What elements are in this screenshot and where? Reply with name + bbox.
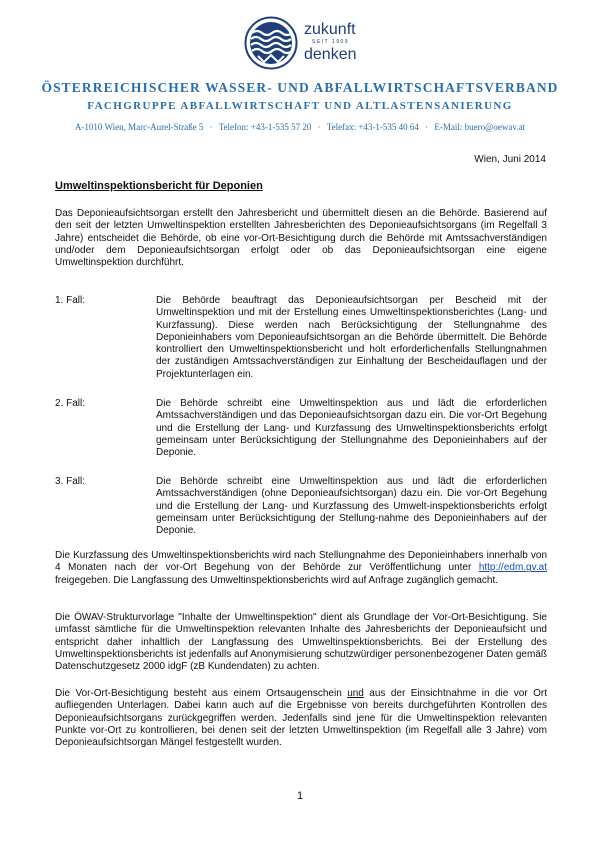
vor-ort-underlined-und: und	[347, 688, 364, 699]
organization-name: ÖSTERREICHISCHER WASSER- UND ABFALLWIRTSCHAFTSVERBAND	[41, 80, 559, 95]
contact-separator: ·	[209, 122, 213, 132]
kurzfassung-text-before: Die Kurzfassung des Umweltinspektionsberichts wird nach Stellungnahme des Deponieinhabers innerhalb von 4 Monaten nach der vor-Ort Begehung von der Behörde zur Veröffentlichung unter	[55, 550, 547, 574]
contact-address: A-1010 Wien, Marc-Aurel-Straße 5	[74, 122, 204, 132]
logo-seit-1909: SEIT 1909	[312, 39, 350, 45]
contact-separator: ·	[317, 122, 321, 132]
logo-wordmark	[304, 21, 357, 64]
case-label: 3. Fall:	[55, 476, 86, 487]
contact-phone: Telefon: +43-1-535 57 20	[218, 122, 312, 132]
document-date: Wien, Juni 2014	[474, 154, 546, 165]
vor-ort-text-after: aus der Einsichtnahme in die vor Ort aufliegenden Unterlagen. Dabei kann auch auf die Ergebnisse von bereits durchgeführten Kontrollen des Deponieaufsichtsorgans zurückgegriffen werden. Jedenfalls sind jene für die Umweltinspektion relevanten Punkte vor-Ort zu kontrollieren, bei denen seit der letzten Umweltinspektion (im Regelfall alle 3 Jahre) vom Deponieaufsichtsorgan Mängel festgestellt wurden.	[55, 688, 547, 749]
contact-email[interactable]: E-Mail: buero@oewav.at	[434, 122, 526, 132]
vor-ort-paragraph	[55, 688, 547, 749]
water-waste-emblem-icon	[244, 16, 298, 70]
kurzfassung-paragraph	[55, 550, 547, 587]
logo	[244, 16, 364, 70]
organization-group: FACHGRUPPE ABFALLWIRTSCHAFT UND ALTLASTENSANIERUNG	[87, 100, 513, 112]
contact-separator: ·	[425, 122, 429, 132]
intro-paragraph: Das Deponieaufsichtsorgan erstellt den Jahresbericht und übermittelt diesen an die Behörde. Basierend auf den seit der letzten Umweltinspektion erstellten Jahresberichten des Deponieaufsichtsorgans (im Regelfall 3 Jahre) entscheidet die Behörde, ob eine vor-Ort-Besichtigung durch die Behörde mit Amtssachverständigen und/oder dem Deponieaufsichtsorgan erfolgt oder ob das Deponieaufsichtsorgan eine eigene Umweltinspektion durchführt.	[55, 208, 547, 269]
case-text: Die Behörde beauftragt das Deponieaufsichtsorgan per Bescheid mit der Umweltinspektion und mit der Erstellung eines Umweltinspektionsberichtes (Lang- und Kurzfassung). Diese werden nach Berücksichtigung der Stellungnahme des Deponieinhabers vom Deponieaufsichtsorgan an die Behörde übermittelt. Die Behörde kontrolliert den Umweltinspektionsbericht und holt erforderlichenfalls Stellungnahmen der zuständigen Amtssachverständigen zur Einhaltung der Bescheidauflagen und der Projektunterlagen ein.	[156, 295, 547, 380]
vor-ort-text-before: Die Vor-Ort-Besichtigung besteht aus einem Ortsaugenschein	[55, 688, 348, 699]
edm-link[interactable]: http://edm.gv.at	[478, 562, 547, 574]
case-label: 1. Fall:	[55, 295, 86, 306]
oewav-template-paragraph: Die ÖWAV-Strukturvorlage "Inhalte der Umweltinspektion" dient als Grundlage der Vor-Ort-Besichtigung. Sie umfasst sämtliche für die Umweltinspektion relevanten Inhalte des Jahresberichts der Deponieaufsicht und entspricht daher inhaltlich der Langfassung des Umweltinspektionsberichts. Bei der Erstellung des Umweltinspektionsberichts ist jedenfalls auf Anonymisierung schutzwürdiger personenbezogener Daten gemäß Datenschutzgesetz 2000 idgF (zB Kundendaten) zu achten.	[55, 612, 547, 673]
logo-line-denken: denken	[304, 46, 357, 63]
case-text: Die Behörde schreibt eine Umweltinspektion aus und lädt die erforderlichen Amtssachverständigen und das Deponieaufsichtsorgan dazu ein. Die vor-Ort Begehung und die Erstellung der Lang- und Kurzfassung des Umweltinspektionsberichts erfolgt gemeinsam unter Berücksichtigung der Stellungnahme des Deponieinhabers auf der Deponie.	[156, 398, 547, 459]
case-label: 2. Fall:	[55, 398, 86, 409]
kurzfassung-text-after: freigegeben. Die Langfassung des Umweltinspektionsberichts wird auf Anfrage zugänglich gemacht.	[55, 574, 499, 586]
document-title: Umweltinspektionsbericht für Deponien	[55, 180, 263, 192]
logo-line-zukunft: zukunft	[304, 21, 356, 38]
page-number: 1	[296, 790, 304, 802]
contact-fax: Telefax: +43-1-535 40 64	[326, 122, 419, 132]
case-text: Die Behörde schreibt eine Umweltinspektion aus und lädt die erforderlichen Amtssachverständigen (ohne Deponieaufsichtsorgan) dazu ein. Die vor-Ort Begehung und die Erstellung der Lang- und Kurzfassung des Umwelt-inspektionsberichts erfolgt gemeinsam unter Berücksichtigung der Stellung-nahme des Deponieinhabers auf der Deponie.	[156, 476, 547, 537]
contact-line	[0, 122, 600, 132]
